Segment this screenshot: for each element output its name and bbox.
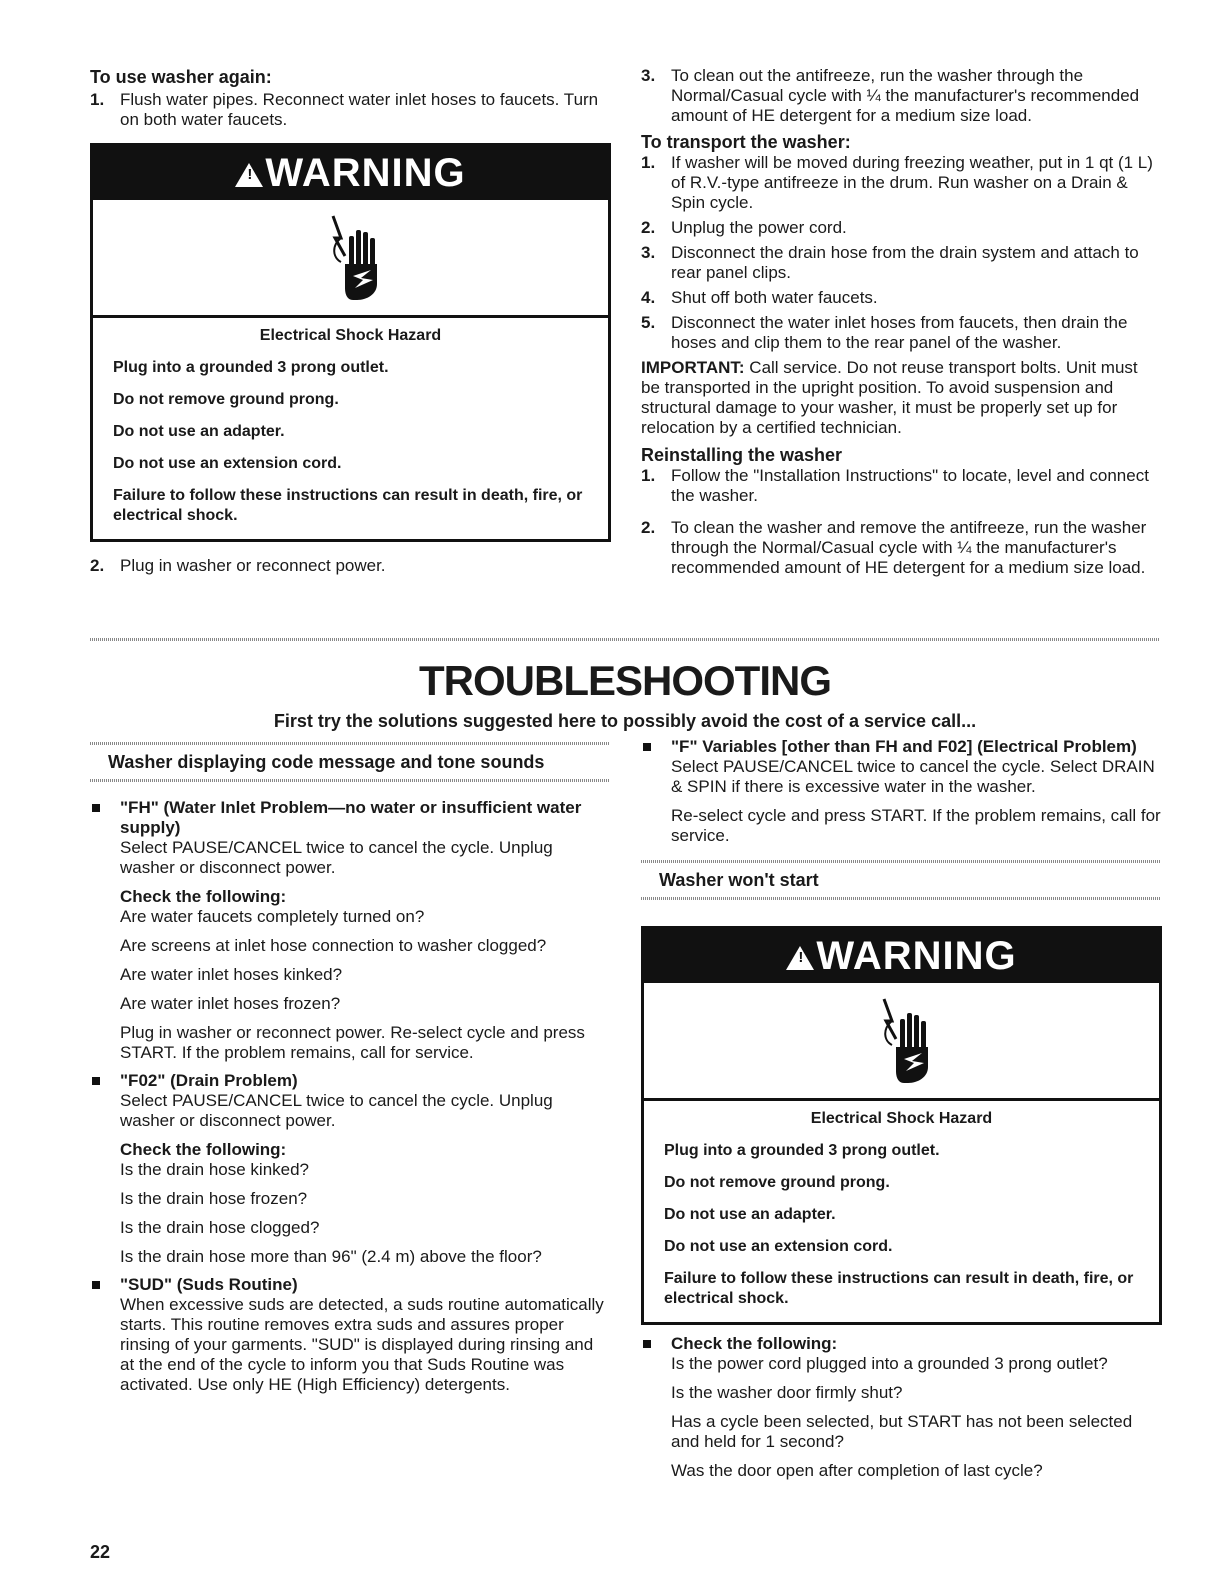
warning-line: Do not remove ground prong. <box>664 1174 890 1191</box>
list-item: "F02" (Drain Problem) Select PAUSE/CANCEL twice to cancel the cycle. Unplug washer or disconnect power. Check the following: Is the drain hose kinked? Is the drain hose frozen? Is the drain hose clogged? Is the drain hose more than 96" (2.4 m) above the floor? <box>90 1071 610 1267</box>
warning-icon-area <box>93 200 608 318</box>
left-top-column <box>90 66 610 135</box>
warning-line: Do not use an extension cord. <box>113 455 342 472</box>
warning-triangle-icon: ! <box>786 946 814 970</box>
divider <box>641 897 1161 900</box>
warning-text <box>93 318 608 536</box>
list-item: 3. To clean out the antifreeze, run the washer through the Normal/Casual cycle with ¼ the manufacturer's recommended amount of HE detergent for a medium size load. <box>641 66 1140 125</box>
right-top-column <box>641 66 1161 583</box>
transport-heading: To transport the washer: <box>641 132 851 152</box>
hazard-title: Electrical Shock Hazard <box>259 327 442 344</box>
warning-text <box>644 1101 1159 1319</box>
right-bottom-column <box>641 737 1161 900</box>
electric-shock-hand-icon <box>311 208 391 306</box>
divider <box>90 638 1160 641</box>
page-title: TROUBLESHOOTING <box>419 657 831 704</box>
use-again-step-2 <box>90 556 610 581</box>
bullet-icon <box>92 1077 100 1085</box>
warning-line: Do not use an adapter. <box>113 423 285 440</box>
section-heading: Washer won't start <box>659 870 819 890</box>
bullet-icon <box>92 1281 100 1289</box>
divider <box>90 779 610 782</box>
wont-start-checks <box>641 1334 1161 1489</box>
list-item: 1. Flush water pipes. Reconnect water inlet hoses to faucets. Turn on both water faucets. <box>90 90 599 129</box>
reinstall-steps <box>641 466 1161 578</box>
warning-line: Do not use an extension cord. <box>664 1238 893 1255</box>
list-item: "SUD" (Suds Routine) When excessive suds are detected, a suds routine automatically starts. This routine removes extra suds and assures proper rinsing of your garments. "SUD" is displayed during rinsing and at the end of the cycle to inform you that Suds Routine was activated. Use only HE (High Efficiency) detergents. <box>90 1275 610 1395</box>
transport-steps <box>641 153 1161 353</box>
list-item: 3. Disconnect the drain hose from the drain system and attach to rear panel clips. <box>641 243 1139 282</box>
bullet-icon <box>92 804 100 812</box>
list-item: 4. Shut off both water faucets. <box>641 288 878 307</box>
list-item: "F" Variables [other than FH and F02] (Electrical Problem) Select PAUSE/CANCEL twice to cancel the cycle. Select DRAIN & SPIN if there is excessive water in the washer. Re-select cycle and press START. If the problem remains, call for service. <box>641 737 1161 846</box>
page-number: 22 <box>90 1542 111 1562</box>
list-item: 2. To clean the washer and remove the antifreeze, run the washer through the Normal/Casual cycle with ¼ the manufacturer's recommended amount of HE detergent for a medium size load. <box>641 518 1147 577</box>
warning-line: Plug into a grounded 3 prong outlet. <box>664 1142 940 1159</box>
hazard-title: Electrical Shock Hazard <box>810 1110 993 1127</box>
warning-icon-area <box>644 983 1159 1101</box>
warning-line: Plug into a grounded 3 prong outlet. <box>113 359 389 376</box>
bullet-icon <box>643 1340 651 1348</box>
warning-line: Failure to follow these instructions can result in death, fire, or electrical shock. <box>664 1270 1134 1307</box>
left-bottom-column <box>90 742 610 1403</box>
warning-line: Do not remove ground prong. <box>113 391 339 408</box>
warning-line: Do not use an adapter. <box>664 1206 836 1223</box>
warning-box <box>641 926 1162 1325</box>
list-item: 5. Disconnect the water inlet hoses from faucets, then drain the hoses and clip them to the rear panel of the washer. <box>641 313 1128 352</box>
use-again-heading: To use washer again: <box>90 67 272 87</box>
list-item: "FH" (Water Inlet Problem—no water or insufficient water supply) Select PAUSE/CANCEL twice to cancel the cycle. Unplug washer or disconnect power. Check the following: Are water faucets completely turned on? Are screens at inlet hose connection to washer clogged? Are water inlet hoses kinked? Are water inlet hoses frozen? Plug in washer or reconnect power. Re-select cycle and press START. If the problem remains, call for service. <box>90 798 610 1063</box>
warning-banner: ! WARNING <box>644 929 1159 983</box>
page-subtitle: First try the solutions suggested here to possibly avoid the cost of a service call... <box>273 711 977 731</box>
warning-box <box>90 143 611 542</box>
reinstall-heading: Reinstalling the washer <box>641 445 843 465</box>
section-heading: Washer displaying code message and tone sounds <box>108 752 545 772</box>
code-list <box>90 798 610 1395</box>
warning-line: Failure to follow these instructions can result in death, fire, or electrical shock. <box>113 487 583 524</box>
fvar-list <box>641 737 1161 846</box>
list-item: 1. If washer will be moved during freezing weather, put in 1 qt (1 L) of R.V.-type antifreeze in the drum. Run washer on a Drain & Spin cycle. <box>641 153 1153 212</box>
electric-shock-hand-icon <box>862 991 942 1089</box>
bullet-icon <box>643 743 651 751</box>
warning-banner: ! WARNING <box>93 146 608 200</box>
list-item: 2. Unplug the power cord. <box>641 218 847 237</box>
list-item: 2. Plug in washer or reconnect power. <box>90 556 386 575</box>
warning-triangle-icon: ! <box>235 163 263 187</box>
use-again-steps <box>90 90 610 130</box>
list-item: Check the following: Is the power cord plugged into a grounded 3 prong outlet? Is the washer door firmly shut? Has a cycle been selected, but START has not been selected and held for 1 second? Was the door open after completion of last cycle? <box>641 1334 1161 1481</box>
important-note: IMPORTANT: Call service. Do not reuse transport bolts. Unit must be transported in the upright position. To avoid suspension and structural damage to your washer, it must be properly set up for relocation by a certified technician. <box>641 358 1138 437</box>
list-item: 1. Follow the "Installation Instructions" to locate, level and connect the washer. <box>641 466 1149 505</box>
